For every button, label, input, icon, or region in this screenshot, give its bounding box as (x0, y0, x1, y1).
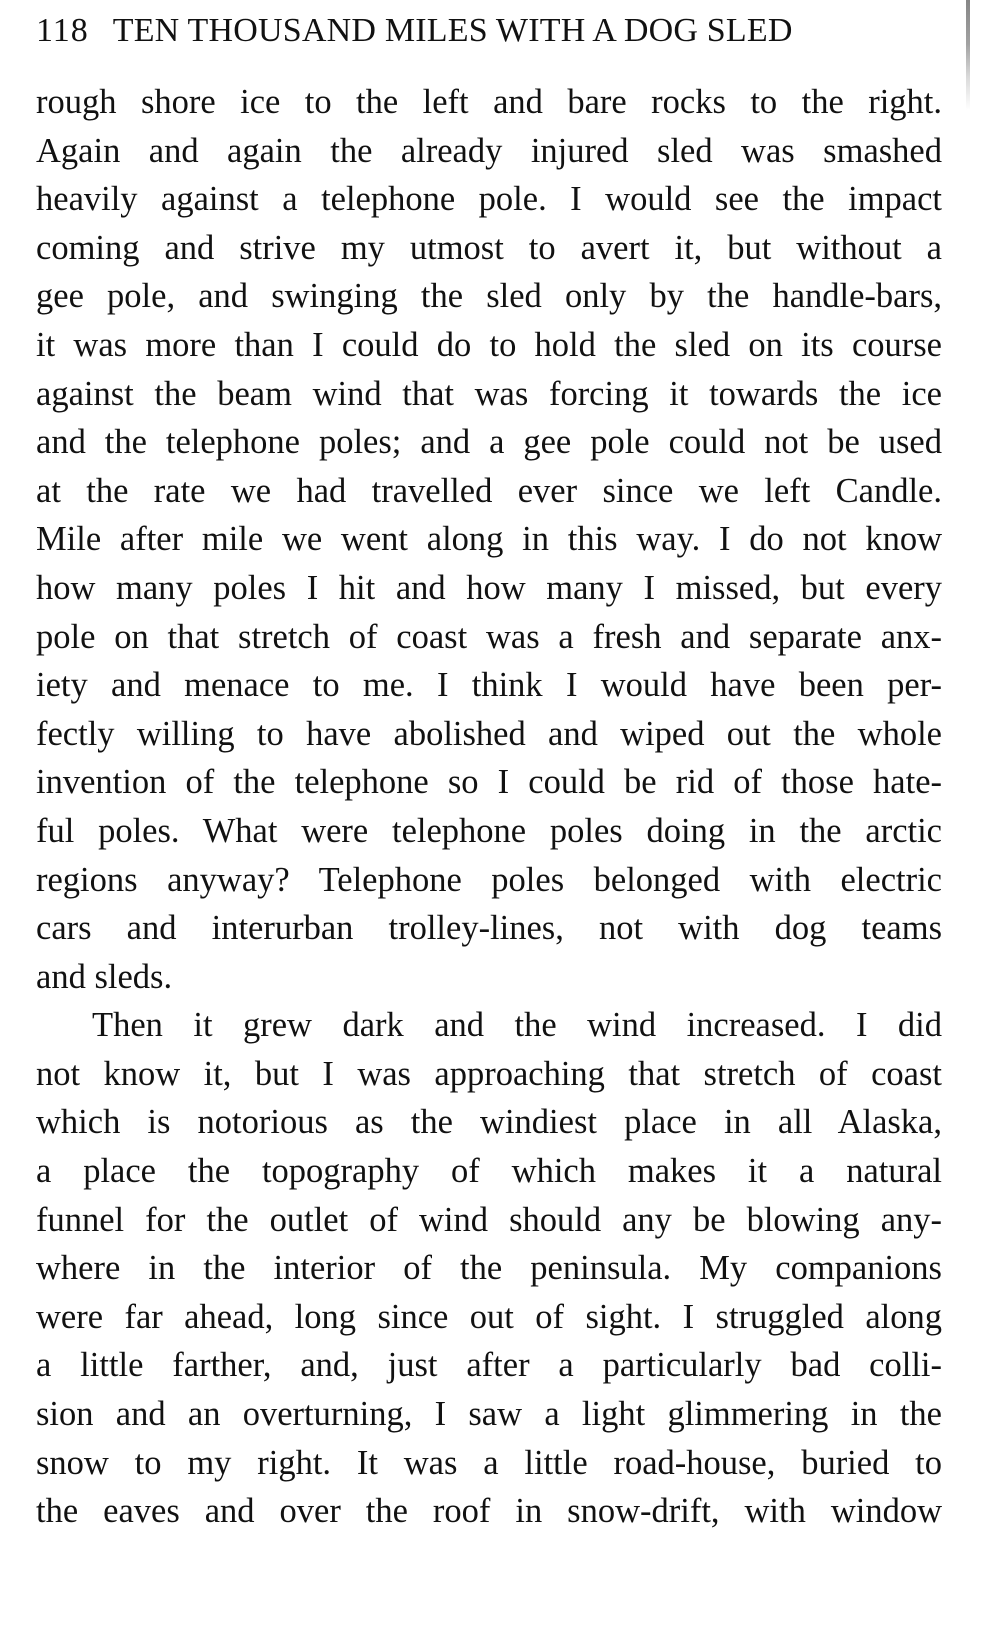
text-line: ful poles. What were telephone poles doing in the arctic (36, 811, 942, 850)
body-text (36, 78, 942, 1536)
text-line: where in the interior of the peninsula. My companions (36, 1249, 942, 1288)
text-line: fectly willing to have abolished and wiped out the whole (36, 714, 942, 753)
text-line: snow to my right. It was a little road-house, buried to (36, 1443, 942, 1482)
paragraph-2 (36, 1001, 942, 1536)
text-line: how many poles I hit and how many I missed, but every (36, 568, 942, 607)
text-line: not know it, but I was approaching that stretch of coast (36, 1054, 942, 1093)
text-line: funnel for the outlet of wind should any be blowing any- (36, 1200, 942, 1239)
text-line: the eaves and over the roof in snow-drift, with window (36, 1492, 942, 1531)
text-line: a place the topography of which makes it a natural (36, 1152, 942, 1191)
text-line: which is notorious as the windiest place in all Alaska, (36, 1103, 942, 1142)
text-line: heavily against a telephone pole. I would see the impact (36, 180, 942, 219)
text-line: at the rate we had travelled ever since we left Candle. (36, 471, 942, 510)
text-line: iety and menace to me. I think I would have been per- (36, 666, 942, 705)
text-line: pole on that stretch of coast was a fresh and separate anx- (36, 617, 942, 656)
text-line: it was more than I could do to hold the sled on its course (36, 325, 942, 364)
book-title: TEN THOUSAND MILES WITH A DOG SLED (112, 12, 793, 49)
text-line: gee pole, and swinging the sled only by the handle-bars, (36, 277, 942, 316)
text-line: and sleds. (36, 957, 173, 996)
text-line: Then it grew dark and the wind increased. I did (92, 1006, 942, 1045)
paragraph-1 (36, 78, 942, 1001)
text-line: against the beam wind that was forcing it towards the ice (36, 374, 942, 413)
text-line: Again and again the already injured sled was smashed (36, 131, 942, 170)
text-line: were far ahead, long since out of sight. I struggled along (36, 1297, 942, 1336)
text-line: cars and interurban trolley-lines, not with dog teams (36, 909, 942, 948)
scan-edge-shadow (966, 0, 970, 110)
text-line: sion and an overturning, I saw a light glimmering in the (36, 1395, 942, 1434)
text-line: Mile after mile we went along in this way. I do not know (36, 520, 942, 559)
running-head (36, 12, 946, 60)
text-line: regions anyway? Telephone poles belonged with electric (36, 860, 942, 899)
text-line: invention of the telephone so I could be rid of those hate- (36, 763, 942, 802)
text-line: a little farther, and, just after a particularly bad colli- (36, 1346, 942, 1385)
text-line: coming and strive my utmost to avert it, but without a (36, 228, 942, 267)
text-line: rough shore ice to the left and bare rocks to the right. (36, 83, 942, 121)
page-number: 118 (36, 12, 89, 49)
text-line: and the telephone poles; and a gee pole could not be used (36, 423, 942, 462)
